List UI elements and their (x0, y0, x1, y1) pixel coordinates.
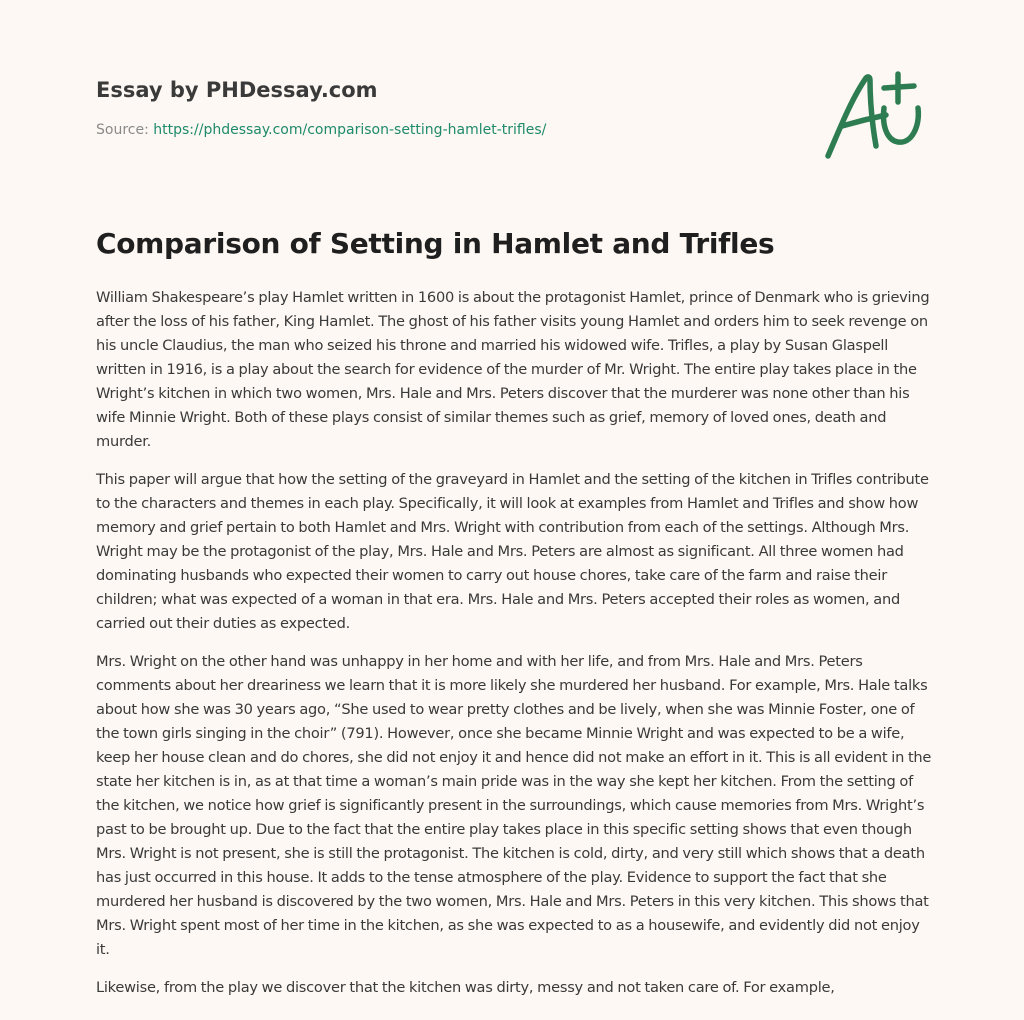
essay-body (96, 286, 932, 1014)
essay-paragraph: Mrs. Wright on the other hand was unhappy in her home and with her life, and from Mrs. Hale and Mrs. Peters comments about her dreariness we learn that it is more likely she murdered her husband. For example, Mrs. Hale talks about how she was 30 years ago, “She used to wear pretty clothes and be lively, when she was Minnie Foster, one of the town girls singing in the choir” (791). However, once she became Minnie Wright and was expected to be a wife, keep her house clean and do chores, she did not enjoy it and hence did not make an effort in it. This is all evident in the state her kitchen is in, as at that time a woman’s main pride was in the way she kept her kitchen. From the setting of the kitchen, we notice how grief is significantly present in the surroundings, which cause memories from Mrs. Wright’s past to be brought up. Due to the fact that the entire play takes place in this specific setting shows that even though Mrs. Wright is not present, she is still the protagonist. The kitchen is cold, dirty, and very still which shows that a death has just occurred in this house. It adds to the tense atmosphere of the play. Evidence to support the fact that she murdered her husband is discovered by the two women, Mrs. Hale and Mrs. Peters in this very kitchen. This shows that Mrs. Wright spent most of her time in the kitchen, as she was expected to as a housewife, and evidently did not enjoy it. (96, 653, 932, 958)
source-link[interactable]: https://phdessay.com/comparison-setting-hamlet-trifles/ (153, 122, 547, 138)
source-label: Source: (96, 122, 154, 138)
source-line (96, 120, 796, 140)
site-header (96, 76, 796, 140)
brand-title: Essay by PHDessay.com (96, 78, 378, 102)
page-title: Comparison of Setting in Hamlet and Trifles (96, 227, 775, 260)
essay-paragraph: Likewise, from the play we discover that the kitchen was dirty, messy and not taken care of. For example, (96, 979, 835, 996)
essay-paragraph: William Shakespeare’s play Hamlet written in 1600 is about the protagonist Hamlet, prince of Denmark who is grieving after the loss of his father, King Hamlet. The ghost of his father visits young Hamlet and orders him to seek revenge on his uncle Claudius, the man who seized his throne and married his widowed wife. Trifles, a play by Susan Glaspell written in 1916, is a play about the search for evidence of the murder of Mr. Wright. The entire play takes place in the Wright’s kitchen in which two women, Mrs. Hale and Mrs. Peters discover that the murderer was none other than his wife Minnie Wright. Both of these plays consist of similar themes such as grief, memory of loved ones, death and murder. (96, 289, 930, 450)
essay-paragraph: This paper will argue that how the setting of the graveyard in Hamlet and the setting of the kitchen in Trifles contribute to the characters and themes in each play. Specifically, it will look at examples from Hamlet and Trifles and show how memory and grief pertain to both Hamlet and Mrs. Wright with contribution from each of the settings. Although Mrs. Wright may be the protagonist of the play, Mrs. Hale and Mrs. Peters are almost as significant. All three women had dominating husbands who expected their women to carry out house chores, take care of the farm and raise their children; what was expected of a woman in that era. Mrs. Hale and Mrs. Peters accepted their roles as women, and carried out their duties as expected. (96, 471, 929, 632)
a-plus-grade-icon (822, 68, 928, 164)
